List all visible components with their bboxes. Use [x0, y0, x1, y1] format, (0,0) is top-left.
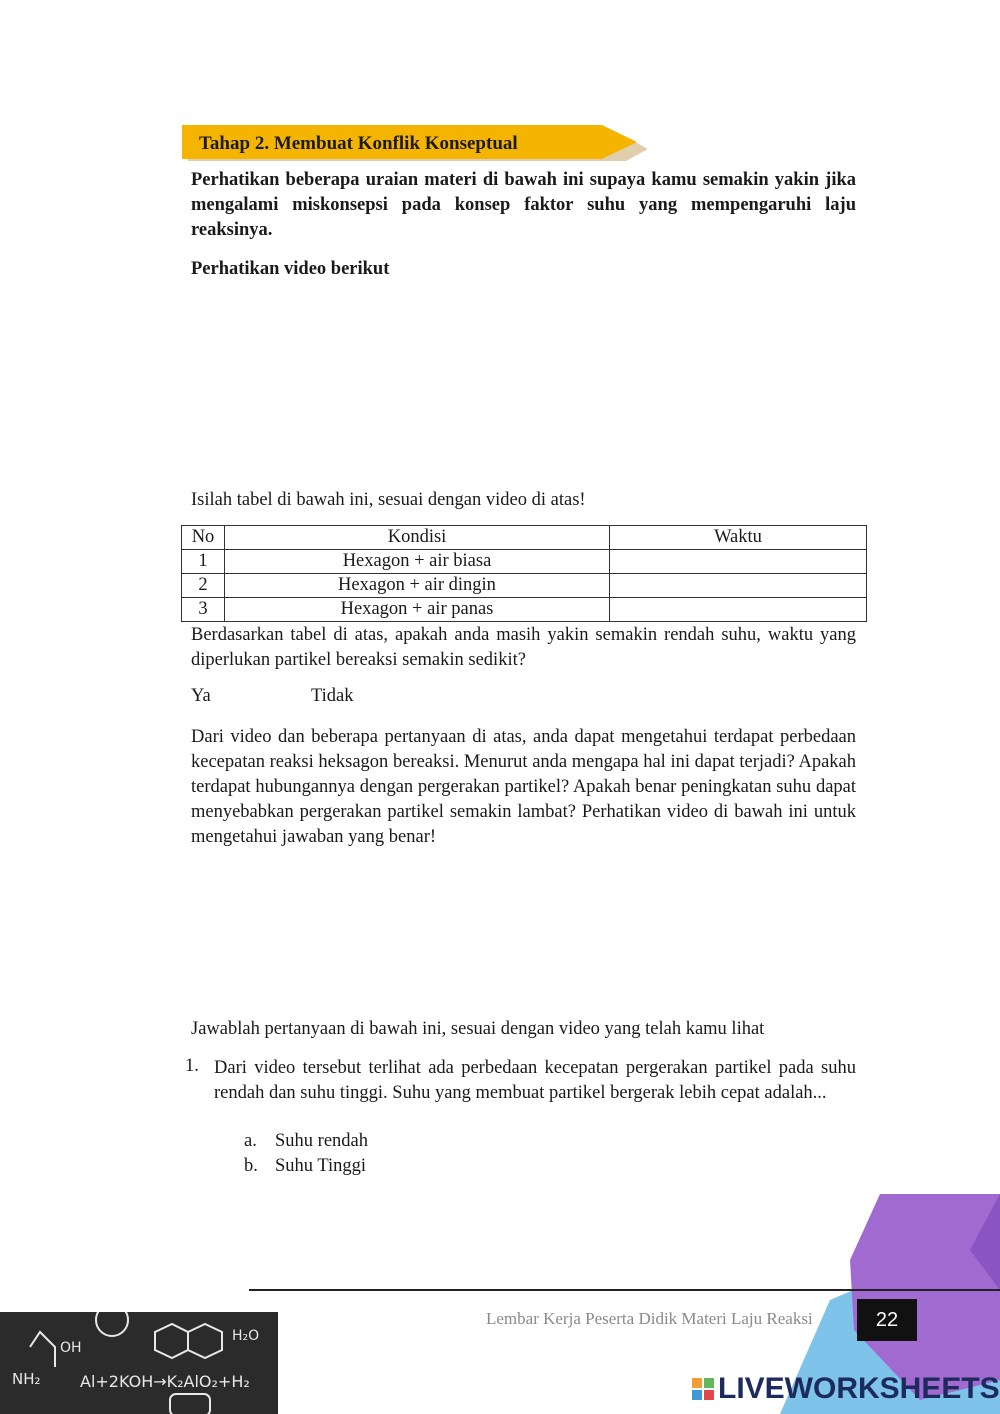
footer-text: Lembar Kerja Peserta Didik Materi Laju Reaksi	[486, 1309, 813, 1328]
cell-no: 2	[182, 574, 225, 598]
choice-a-letter: a.	[244, 1131, 257, 1151]
answer-instruction: Jawablah pertanyaan di bawah ini, sesuai dengan video yang telah kamu lihat	[191, 1019, 765, 1039]
video-label: Perhatikan video berikut	[191, 259, 390, 279]
cell-no: 1	[182, 550, 225, 574]
option-ya[interactable]: Ya	[191, 686, 211, 706]
question-after-table: Berdasarkan tabel di atas, apakah anda masih yakin semakin rendah suhu, waktu yang diperlukan partikel bereaksi semakin sedikit?	[191, 625, 856, 670]
table-instruction: Isilah tabel di bawah ini, sesuai dengan video di atas!	[191, 490, 586, 510]
table-row	[182, 598, 867, 622]
page-number: 22	[857, 1299, 917, 1341]
intro-text: Perhatikan beberapa uraian materi di bawah ini supaya kamu semakin yakin jika mengalami miskonsepsi pada konsep faktor suhu yang mempengaruhi laju reaksinya.	[191, 170, 856, 240]
table-row	[182, 574, 867, 598]
heading-title: Tahap 2. Membuat Konflik Konseptual	[199, 133, 518, 154]
question-text: Dari video tersebut terlihat ada perbedaan kecepatan pergerakan partikel pada suhu rendah dan suhu tinggi. Suhu yang membuat partikel bergerak lebih cepat adalah...	[214, 1058, 856, 1103]
chalkboard-image	[0, 1312, 278, 1414]
cell-kondisi: Hexagon + air dingin	[225, 574, 610, 598]
header-waktu: Waktu	[610, 526, 867, 550]
liveworksheets-logo-icon	[692, 1378, 714, 1400]
chalk-formula-nh2: NH₂	[12, 1370, 41, 1388]
choice-a[interactable]: Suhu rendah	[275, 1131, 368, 1151]
chalk-formula-oh: OH	[60, 1340, 82, 1356]
cell-no: 3	[182, 598, 225, 622]
chalk-formula-h2o: H₂O	[232, 1328, 260, 1344]
header-no: No	[182, 526, 225, 550]
cell-waktu-input[interactable]	[610, 598, 867, 622]
cell-kondisi: Hexagon + air panas	[225, 598, 610, 622]
chalk-formula-reaction: Al+2KOH→K₂AlO₂+H₂	[80, 1372, 250, 1391]
cell-kondisi: Hexagon + air biasa	[225, 550, 610, 574]
question-number: 1.	[185, 1056, 199, 1076]
cell-waktu-input[interactable]	[610, 574, 867, 598]
choice-b-letter: b.	[244, 1156, 258, 1176]
discussion-text: Dari video dan beberapa pertanyaan di atas, anda dapat mengetahui terdapat perbedaan kecepatan reaksi heksagon bereaksi. Menurut anda mengapa hal ini dapat terjadi? Apakah terdapat hubungannya dengan pergerakan partikel? Apakah benar peningkatan suhu dapat menyebabkan pergerakan partikel semakin lambat? Perhatikan video di bawah ini untuk mengetahui jawaban yang benar!	[191, 727, 856, 847]
condition-table	[181, 525, 867, 622]
table-row	[182, 550, 867, 574]
footer-divider	[249, 1289, 1000, 1291]
liveworksheets-logo[interactable]: LIVEWORKSHEETS	[718, 1372, 1000, 1405]
option-tidak[interactable]: Tidak	[311, 686, 354, 706]
cell-waktu-input[interactable]	[610, 550, 867, 574]
choice-b[interactable]: Suhu Tinggi	[275, 1156, 367, 1176]
header-kondisi: Kondisi	[225, 526, 610, 550]
table-header-row	[182, 526, 867, 550]
